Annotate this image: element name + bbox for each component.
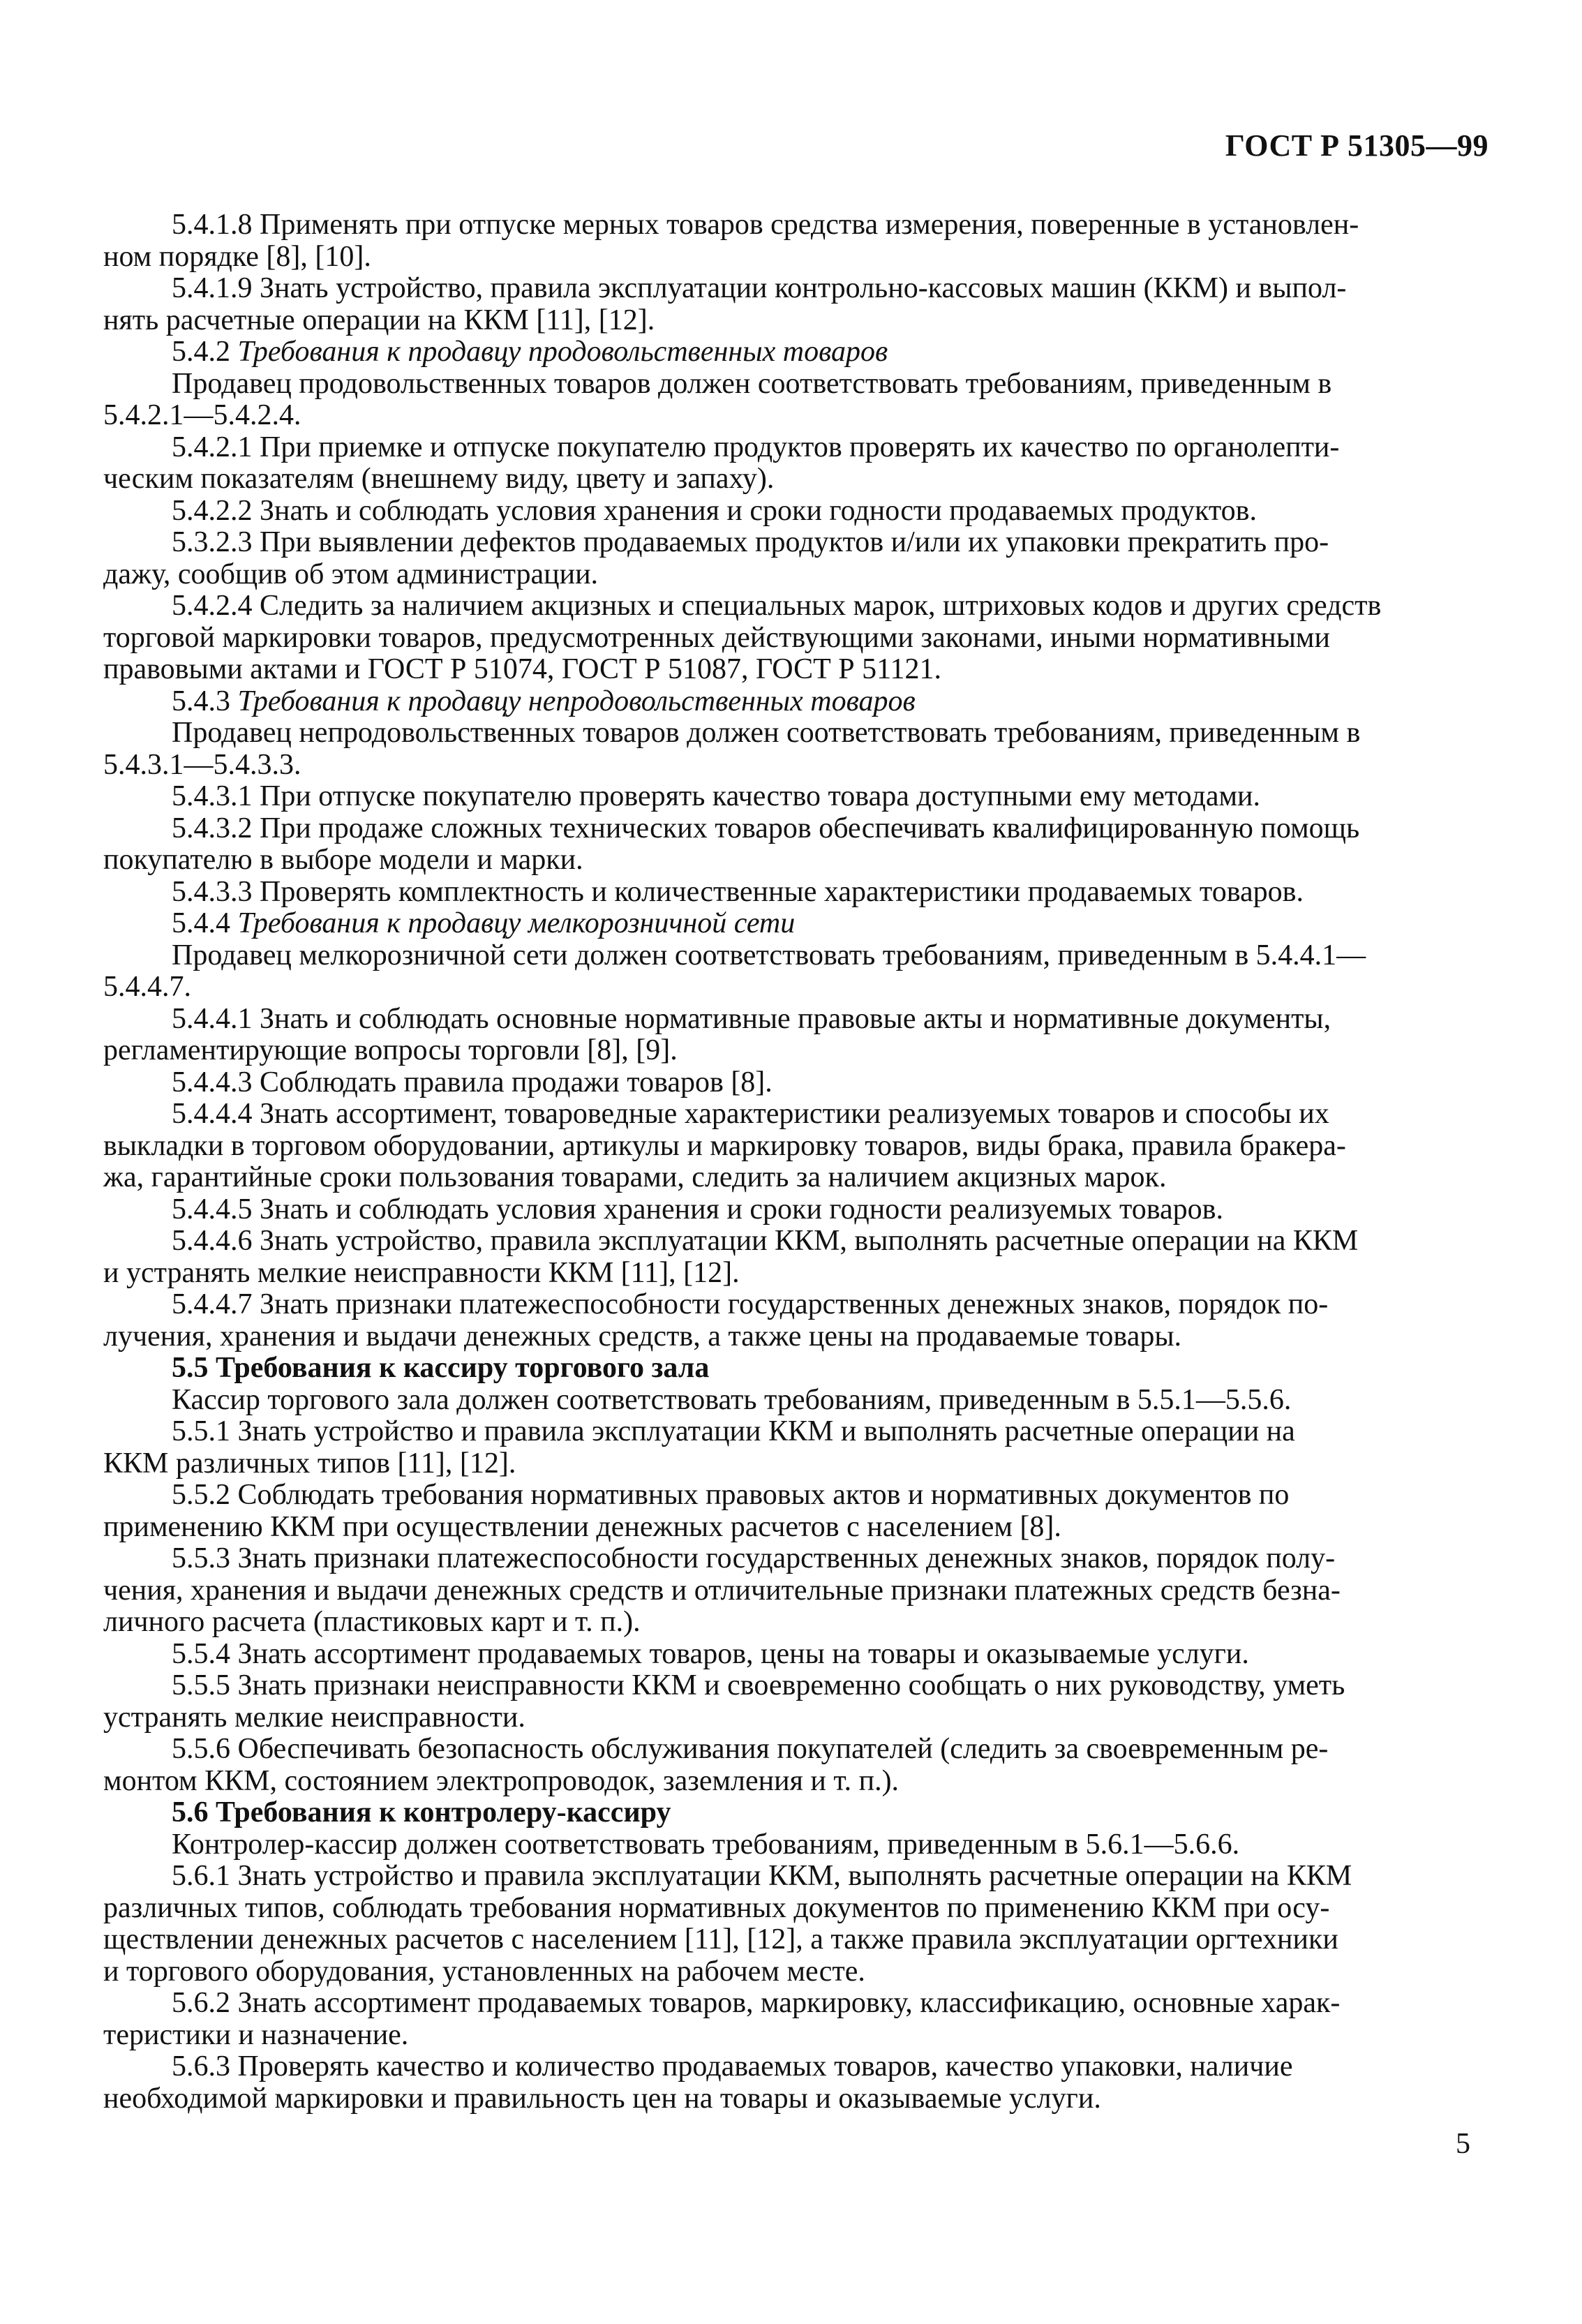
text-run: 5.4.2.4 Следить за наличием акцизных и специальных марок, штриховых кодов и других средств xyxy=(172,590,1382,622)
text-line xyxy=(172,208,1359,241)
text-line xyxy=(172,494,1257,528)
text-line xyxy=(103,1034,678,1067)
text-run: 5.4.4.4 Знать ассортимент, товароведные характеристики реализуемых товаров и способы их xyxy=(172,1098,1329,1130)
text-line xyxy=(172,1986,1340,2020)
text-line xyxy=(103,1256,740,1290)
text-run: личного расчета (пластиковых карт и т. п.). xyxy=(103,1606,641,1638)
text-line xyxy=(172,1732,1328,1766)
text-run: 5.4.1.9 Знать устройство, правила эксплуатации контрольно-кассовых машин (ККМ) и выпол- xyxy=(172,272,1347,304)
text-line xyxy=(172,1828,1239,1861)
text-run: выкладки в торговом оборудовании, артикулы и маркировку товаров, виды брака, правила бракера- xyxy=(103,1130,1346,1162)
text-line xyxy=(103,558,598,591)
text-line xyxy=(172,1796,671,1829)
text-run: 5.4.1.8 Применять при отпуске мерных товаров средства измерения, поверенные в установлен- xyxy=(172,209,1359,241)
text-line xyxy=(172,1415,1295,1448)
text-run: 5.6.2 Знать ассортимент продаваемых товаров, маркировку, классификацию, основные харак- xyxy=(172,1987,1341,2019)
text-line xyxy=(103,398,301,432)
text-line xyxy=(103,1764,899,1798)
text-run: 5.5 Требования к кассиру торгового зала xyxy=(172,1352,710,1384)
text-line xyxy=(172,431,1339,464)
text-run: 5.4.4.6 Знать устройство, правила эксплуатации ККМ, выполнять расчетные операции на ККМ xyxy=(172,1225,1359,1257)
text-run: ККМ различных типов [11], [12]. xyxy=(103,1447,516,1480)
text-line xyxy=(103,1129,1346,1163)
text-run: 5.5.1 Знать устройство и правила эксплуатации ККМ и выполнять расчетные операции на xyxy=(172,1415,1295,1447)
text-line xyxy=(103,653,941,686)
text-run: лучения, хранения и выдачи денежных средств, а также цены на продаваемые товары. xyxy=(103,1320,1182,1353)
text-run: 5.4.3.2 При продаже сложных технических товаров обеспечивать квалифицированную помощь xyxy=(172,812,1360,844)
text-line xyxy=(103,1447,516,1480)
text-run: нять расчетные операции на ККМ [11], [12]. xyxy=(103,304,655,336)
text-line xyxy=(103,748,301,782)
italic-heading: Требования к продавцу мелкорозничной сети xyxy=(237,907,796,939)
text-line xyxy=(103,240,371,274)
text-run: 5.4.4.7. xyxy=(103,971,191,1003)
text-run: и устранять мелкие неисправности ККМ [11], [12]. xyxy=(103,1257,740,1289)
text-run: 5.4.2.2 Знать и соблюдать условия хранения и сроки годности продаваемых продуктов. xyxy=(172,495,1258,527)
text-line xyxy=(103,970,191,1004)
text-run: 5.4.4.5 Знать и соблюдать условия хранения и сроки годности реализуемых товаров. xyxy=(172,1193,1223,1226)
text-line xyxy=(103,1161,1166,1194)
text-line xyxy=(103,1891,1329,1925)
text-run: 5.4.3.3 Проверять комплектность и количественные характеристики продаваемых товаров. xyxy=(172,876,1304,908)
text-line xyxy=(172,685,916,718)
text-run: 5.5.4 Знать ассортимент продаваемых товаров, цены на товары и оказываемые услуги. xyxy=(172,1638,1249,1670)
text-line xyxy=(172,1669,1345,1702)
text-run: 5.4.2 xyxy=(172,336,238,368)
text-run: Кассир торгового зала должен соответствовать требованиям, приведенным в 5.5.1—5.5.6. xyxy=(172,1384,1292,1416)
text-line xyxy=(103,1510,1061,1544)
text-run: 5.5.2 Соблюдать требования нормативных правовых актов и нормативных документов по xyxy=(172,1479,1290,1511)
text-line xyxy=(172,875,1304,909)
text-line xyxy=(172,367,1331,401)
text-run: 5.5.3 Знать признаки платежеспособности государственных денежных знаков, порядок полу- xyxy=(172,1542,1336,1574)
text-line xyxy=(172,589,1381,623)
text-run: 5.4.4 xyxy=(172,907,238,939)
text-run: различных типов, соблюдать требования нормативных документов по применению ККМ при осу- xyxy=(103,1892,1330,1924)
text-run: 5.5.5 Знать признаки неисправности ККМ и своевременно сообщать о них руководству, уметь xyxy=(172,1669,1345,1701)
text-run: чения, хранения и выдачи денежных средств и отличительные признаки платежных средств безна- xyxy=(103,1574,1341,1607)
text-line xyxy=(103,1955,865,1988)
italic-heading: Требования к продавцу непродовольственных товаров xyxy=(237,685,916,717)
text-line xyxy=(172,1066,773,1099)
text-run: применению ККМ при осуществлении денежных расчетов с населением [8]. xyxy=(103,1511,1061,1543)
text-line xyxy=(103,462,774,496)
text-line xyxy=(172,1193,1223,1226)
text-line xyxy=(103,2082,1101,2115)
text-line xyxy=(172,1224,1358,1258)
text-run: 5.6.1 Знать устройство и правила эксплуатации ККМ, выполнять расчетные операции на ККМ xyxy=(172,1860,1352,1892)
text-run: 5.4.3.1—5.4.3.3. xyxy=(103,749,301,781)
text-line xyxy=(172,1097,1329,1131)
text-run: регламентирующие вопросы торговли [8], [9]. xyxy=(103,1034,678,1066)
text-run: монтом ККМ, состоянием электропроводок, заземления и т. п.). xyxy=(103,1765,900,1797)
text-line xyxy=(172,812,1359,845)
text-run: 5.4.2.1—5.4.2.4. xyxy=(103,399,301,431)
text-line xyxy=(172,271,1346,305)
text-line xyxy=(103,621,1330,655)
text-run: необходимой маркировки и правильность цен на товары и оказываемые услуги. xyxy=(103,2083,1101,2115)
text-line xyxy=(172,1859,1352,1893)
text-run: правовыми актами и ГОСТ Р 51074, ГОСТ Р 51087, ГОСТ Р 51121. xyxy=(103,653,942,685)
text-line xyxy=(103,304,655,337)
page-number: 5 xyxy=(1456,2128,1470,2160)
text-run: 5.3.2.3 При выявлении дефектов продаваемых продуктов и/или их упаковки прекратить про- xyxy=(172,526,1329,558)
text-run: торговой маркировки товаров, предусмотренных действующими законами, иными нормативными xyxy=(103,622,1330,654)
text-run: 5.6 Требования к контролеру-кассиру xyxy=(172,1796,671,1828)
text-run: Продавец мелкорозничной сети должен соответствовать требованиям, приведенным в 5.4.4.1— xyxy=(172,939,1366,971)
text-line xyxy=(172,1288,1328,1321)
document-header: ГОСТ Р 51305—99 xyxy=(1225,128,1488,163)
text-line xyxy=(172,907,795,940)
text-run: Продавец продовольственных товаров должен соответствовать требованиям, приведенным в xyxy=(172,368,1332,400)
text-line xyxy=(172,716,1360,750)
text-line xyxy=(103,1574,1341,1607)
text-line xyxy=(103,1701,525,1734)
text-run: ческим показателям (внешнему виду, цвету и запаху). xyxy=(103,463,775,495)
text-line xyxy=(103,843,583,877)
text-run: и торгового оборудования, установленных на рабочем месте. xyxy=(103,1956,865,1988)
text-run: дажу, сообщив об этом администрации. xyxy=(103,558,599,590)
text-run: 5.4.3.1 При отпуске покупателю проверять качество товара доступными ему методами. xyxy=(172,780,1261,812)
text-run: теристики и назначение. xyxy=(103,2019,409,2051)
text-line xyxy=(172,2050,1292,2083)
text-run: ществлении денежных расчетов с населением [11], [12], а также правила эксплуатации оргтехники xyxy=(103,1923,1338,1956)
text-run: 5.4.4.7 Знать признаки платежеспособности государственных денежных знаков, порядок по- xyxy=(172,1288,1329,1320)
text-line xyxy=(172,1637,1249,1671)
text-line xyxy=(103,1605,641,1639)
text-line xyxy=(172,335,888,368)
text-run: 5.4.4.3 Соблюдать правила продажи товаров [8]. xyxy=(172,1066,773,1098)
text-run: жа, гарантийные сроки пользования товарами, следить за наличием акцизных марок. xyxy=(103,1161,1167,1193)
text-run: 5.4.2.1 При приемке и отпуске покупателю продуктов проверять их качество по органолепти- xyxy=(172,431,1340,463)
text-line xyxy=(172,780,1260,813)
italic-heading: Требования к продавцу продовольственных товаров xyxy=(237,336,888,368)
text-line xyxy=(172,1002,1331,1036)
text-run: покупателю в выборе модели и марки. xyxy=(103,844,583,876)
text-run: 5.4.4.1 Знать и соблюдать основные нормативные правовые акты и нормативные документы, xyxy=(172,1003,1331,1035)
text-run: ном порядке [8], [10]. xyxy=(103,241,371,273)
text-line xyxy=(172,1383,1291,1417)
text-line xyxy=(103,2018,408,2052)
text-run: Контролер-кассир должен соответствовать требованиям, приведенным в 5.6.1—5.6.6. xyxy=(172,1828,1240,1861)
text-line xyxy=(172,1542,1335,1575)
text-run: 5.6.3 Проверять качество и количество продаваемых товаров, качество упаковки, наличие xyxy=(172,2050,1293,2083)
text-line xyxy=(103,1320,1181,1353)
text-run: устранять мелкие неисправности. xyxy=(103,1701,525,1734)
text-line xyxy=(172,1478,1289,1512)
text-line xyxy=(172,526,1329,559)
text-run: 5.4.3 xyxy=(172,685,238,717)
text-run: Продавец непродовольственных товаров должен соответствовать требованиям, приведенным в xyxy=(172,717,1361,749)
text-line xyxy=(172,939,1366,972)
text-run: 5.5.6 Обеспечивать безопасность обслуживания покупателей (следить за своевременным ре- xyxy=(172,1733,1329,1765)
text-line xyxy=(172,1351,709,1385)
text-line xyxy=(103,1923,1338,1956)
